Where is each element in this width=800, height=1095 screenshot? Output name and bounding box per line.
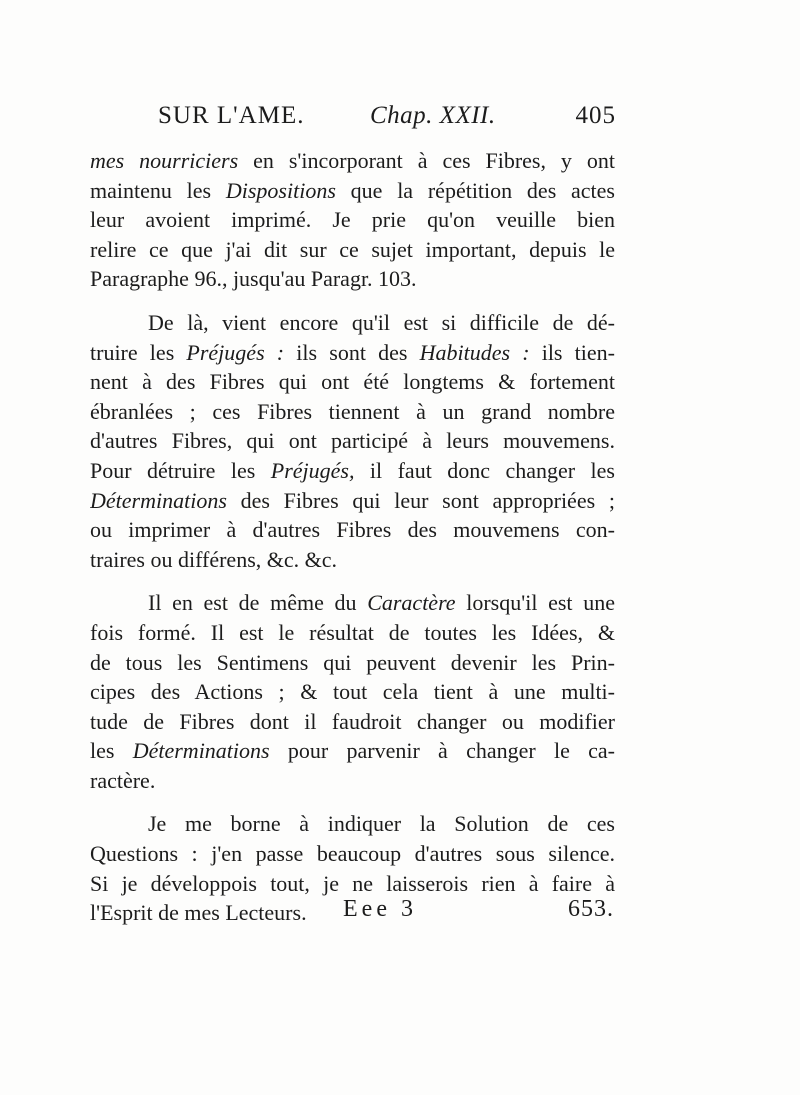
sequence-number: 653. bbox=[568, 896, 614, 922]
text-line: relire ce que j'ai dit sur ce sujet important, depuis le bbox=[90, 236, 615, 262]
signature-mark: Eee 3 bbox=[343, 896, 417, 922]
text-line: Paragraphe 96., jusqu'au Paragr. 103. bbox=[90, 266, 417, 292]
text-line: d'autres Fibres, qui ont participé à leurs mouvemens. bbox=[90, 428, 615, 454]
page-number: 405 bbox=[575, 102, 616, 129]
italic-phrase: Déterminations bbox=[132, 738, 270, 764]
chapter-label: Chap. XXII. bbox=[370, 102, 496, 129]
italic-phrase: Préjugés : bbox=[186, 339, 285, 365]
text-line: de tous les Sentimens qui peuvent devenir les Prin- bbox=[90, 649, 615, 675]
text-line: Je me borne à indiquer la Solution de ces bbox=[148, 811, 615, 837]
italic-phrase: Dispositions bbox=[225, 177, 336, 203]
italic-phrase: mes nourriciers bbox=[90, 148, 239, 173]
italic-phrase: Préjugés, bbox=[270, 457, 355, 483]
paragraph-3 bbox=[90, 588, 615, 795]
italic-phrase: Caractère bbox=[367, 590, 456, 616]
text-line: Il en est de même du Caractère lorsqu'il est une bbox=[148, 590, 615, 616]
text-line: leur avoient imprimé. Je prie qu'on veuille bien bbox=[90, 207, 615, 233]
text-line: Déterminations des Fibres qui leur sont appropriées ; bbox=[90, 487, 615, 513]
text-line: tude de Fibres dont il faudroit changer ou modifier bbox=[90, 708, 615, 734]
text-line: ractère. bbox=[90, 767, 156, 793]
text-line: ou imprimer à d'autres Fibres des mouvemens con- bbox=[90, 517, 615, 543]
italic-phrase: Déterminations bbox=[90, 487, 227, 513]
paragraph-1 bbox=[90, 146, 615, 294]
page-footer bbox=[0, 896, 800, 936]
text-line: ébranlées ; ces Fibres tiennent à un grand nombre bbox=[90, 398, 615, 424]
text-line: Si je développois tout, je ne laisserois rien à faire à bbox=[90, 870, 615, 896]
running-head: SUR L'AME. bbox=[158, 102, 305, 129]
text-line: Questions : j'en passe beaucoup d'autres sous silence. bbox=[90, 841, 615, 867]
text-line: Pour détruire les Préjugés, il faut donc changer les bbox=[90, 457, 615, 483]
text-line: De là, vient encore qu'il est si difficile de dé- bbox=[148, 309, 615, 335]
text-line: maintenu les Dispositions que la répétition des actes bbox=[90, 177, 615, 203]
text-line: l'Esprit de mes Lecteurs. bbox=[90, 900, 307, 926]
italic-phrase: Habitudes : bbox=[419, 339, 530, 365]
text-line: fois formé. Il est le résultat de toutes les Idées, & bbox=[90, 619, 615, 645]
paragraph-2 bbox=[90, 308, 615, 574]
text-line: les Déterminations pour parvenir à changer le ca- bbox=[90, 738, 615, 764]
page-header bbox=[158, 102, 616, 138]
text-line: nent à des Fibres qui ont été longtems & fortement bbox=[90, 369, 615, 395]
text-line: truire les Préjugés : ils sont des Habitudes : ils tien- bbox=[90, 339, 615, 365]
text-line: mes nourriciers en s'incorporant à ces Fibres, y ont bbox=[90, 148, 615, 173]
text-line: cipes des Actions ; & tout cela tient à une multi- bbox=[90, 679, 615, 705]
text-line: traires ou différens, &c. &c. bbox=[90, 546, 338, 572]
body-text bbox=[90, 146, 615, 928]
